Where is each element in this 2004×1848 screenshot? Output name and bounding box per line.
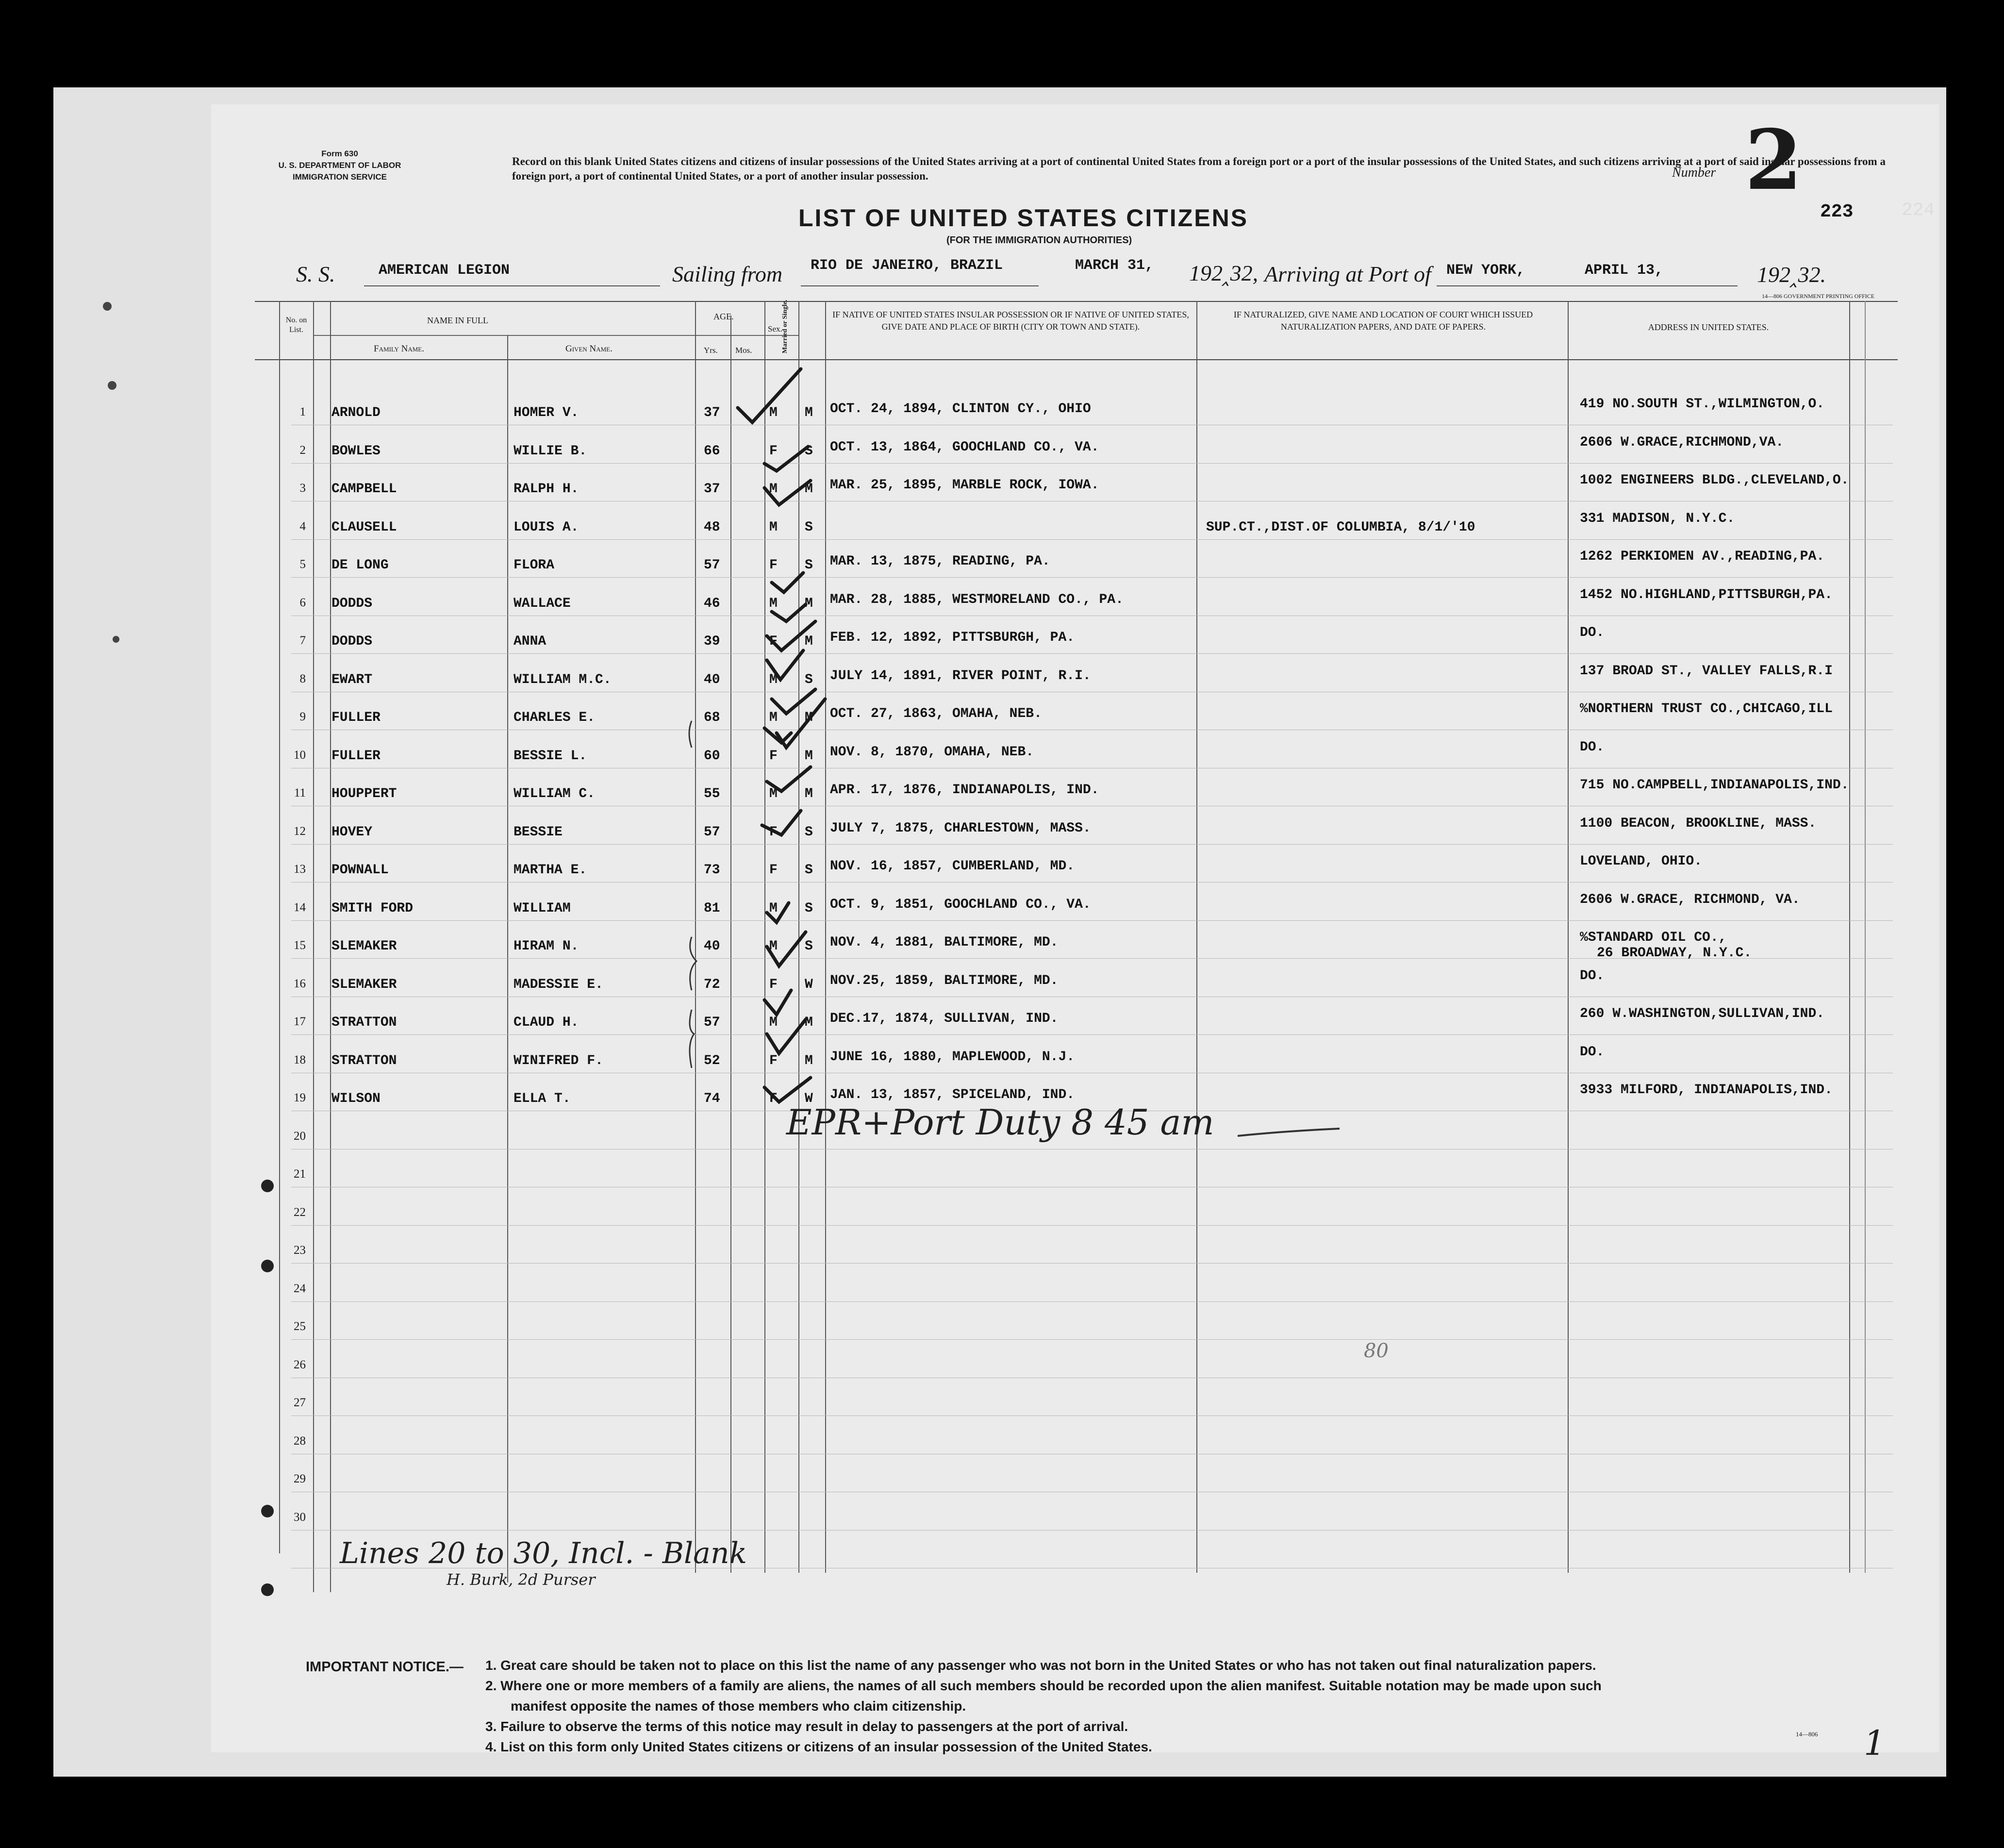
given-name: FLORA: [513, 558, 555, 573]
notice-item: 4. List on this form only United States citizens or citizens of an insular possession of the United States.: [485, 1739, 1152, 1754]
corner-mark: 1: [1864, 1723, 1886, 1763]
given-name: BESSIE: [513, 824, 563, 840]
family-name: HOVEY: [331, 824, 373, 840]
row-number: 29: [294, 1472, 306, 1485]
header-bottom-rule: [255, 359, 1898, 360]
family-name: SLEMAKER: [331, 977, 397, 992]
family-name: DODDS: [331, 634, 373, 649]
given-name: WILLIE B.: [513, 443, 587, 459]
birth-date-place: OCT. 9, 1851, GOOCHLAND CO., VA.: [830, 897, 1091, 912]
given-name: CLAUD H.: [513, 1015, 579, 1030]
birth-date-place: DEC.17, 1874, SULLIVAN, IND.: [830, 1011, 1059, 1026]
header-sex: Sex.: [768, 324, 782, 333]
birth-date-place: MAR. 25, 1895, MARBLE ROCK, IOWA.: [830, 478, 1099, 493]
row-number: 7: [299, 634, 306, 647]
age-years: 60: [704, 748, 720, 764]
given-name: ANNA: [513, 634, 547, 649]
given-name: CHARLES E.: [513, 710, 596, 725]
address-line-2: 26 BROADWAY, N.Y.C.: [1597, 946, 1752, 961]
row-ruling: [291, 844, 1893, 845]
family-name: EWART: [331, 672, 373, 687]
address: 1262 PERKIOMEN AV.,READING,PA.: [1580, 549, 1825, 564]
sex: M: [769, 519, 778, 535]
col-rule: [1568, 301, 1569, 1573]
time-note-underline: [1238, 1126, 1344, 1141]
notice-item: 2. Where one or more members of a family are aliens, the names of all such members should be recorded upon the alien manifest. Suitable notation may be made upon such: [485, 1678, 1602, 1693]
age-years: 74: [704, 1091, 720, 1106]
given-name: MARTHA E.: [513, 863, 587, 878]
sex: F: [769, 558, 778, 573]
sailing-label: Sailing from: [672, 262, 783, 286]
age-years: 52: [704, 1053, 720, 1068]
table-top-rule: [255, 301, 1898, 302]
address: 1452 NO.HIGHLAND,PITTSBURGH,PA.: [1580, 587, 1833, 602]
birth-date-place: JULY 7, 1875, CHARLESTOWN, MASS.: [830, 820, 1091, 836]
marital-status: S: [805, 519, 813, 535]
notice-title: IMPORTANT NOTICE.—: [306, 1659, 464, 1675]
address: LOVELAND, OHIO.: [1580, 854, 1703, 869]
family-name: DODDS: [331, 596, 373, 611]
arriving-date: APRIL 13,: [1585, 262, 1664, 279]
age-years: 66: [704, 443, 720, 459]
birth-date-place: FEB. 12, 1892, PITTSBURGH, PA.: [830, 630, 1075, 645]
row-number: 30: [294, 1510, 306, 1524]
family-name: WILSON: [331, 1091, 381, 1106]
row-ruling: [291, 1530, 1893, 1531]
marital-status: M: [805, 1053, 813, 1068]
row-ruling: [291, 577, 1893, 578]
sex: M: [769, 672, 778, 687]
printer-note: 14—806 GOVERNMENT PRINTING OFFICE: [1762, 293, 1875, 300]
row-number: 27: [294, 1396, 306, 1409]
col-rule: [1196, 301, 1197, 1573]
header-yrs: Yrs.: [704, 346, 718, 355]
row-number: 14: [294, 900, 306, 914]
family-name: CAMPBELL: [331, 482, 397, 497]
sex: M: [769, 710, 778, 725]
age-years: 40: [704, 672, 720, 687]
row-number: 9: [299, 710, 306, 723]
marital-status: M: [805, 482, 813, 497]
row-ruling: [291, 1225, 1893, 1226]
record-instructions: Record on this blank United States citizens and citizens of insular possessions of the United States arriving at a port of continental United States from a foreign port or a port of the insular possessions of the United States, and such citizens arriving at a port of said insular possessions from a foreign port, a port of continental United States, or a port of another insular possession.: [512, 155, 1886, 182]
age-years: 57: [704, 824, 720, 840]
handwritten-purser-signature: H. Burk, 2d Purser: [447, 1570, 596, 1589]
sheet-number: 2: [1745, 112, 1803, 209]
row-number: 20: [294, 1129, 306, 1143]
family-name: CLAUSELL: [331, 519, 397, 535]
header-no-on-list: No. on List.: [285, 316, 307, 334]
sex: M: [769, 900, 778, 916]
sex: F: [769, 748, 778, 764]
sex: F: [769, 443, 778, 459]
col-rule: [313, 301, 314, 1592]
row-ruling: [291, 463, 1893, 464]
address: DO.: [1580, 625, 1605, 640]
marital-status: M: [805, 748, 813, 764]
bottom-code: 14—806: [1796, 1731, 1818, 1738]
sex: M: [769, 939, 778, 954]
page-stamp-a: 223: [1820, 201, 1854, 222]
age-years: 48: [704, 519, 720, 535]
address: 2606 W.GRACE,RICHMOND,VA.: [1580, 434, 1784, 450]
given-name: WILLIAM: [513, 900, 571, 916]
punch-hole: [108, 381, 116, 390]
marital-status: M: [805, 1015, 813, 1030]
address: 419 NO.SOUTH ST.,WILMINGTON,O.: [1580, 397, 1825, 412]
birth-date-place: OCT. 27, 1863, OMAHA, NEB.: [830, 706, 1042, 721]
punch-hole: [261, 1180, 274, 1192]
address: DO.: [1580, 1044, 1605, 1060]
page-subtitle: (FOR THE IMMIGRATION AUTHORITIES): [946, 235, 1132, 246]
family-name: HOUPPERT: [331, 786, 397, 801]
age-years: 68: [704, 710, 720, 725]
address: %NORTHERN TRUST CO.,CHICAGO,ILL: [1580, 701, 1833, 716]
given-name: WALLACE: [513, 596, 571, 611]
address: 1100 BEACON, BROOKLINE, MASS.: [1580, 816, 1817, 831]
given-name: LOUIS A.: [513, 519, 579, 535]
punch-hole: [103, 302, 112, 311]
address: %STANDARD OIL CO.,: [1580, 930, 1727, 945]
birth-date-place: NOV. 8, 1870, OMAHA, NEB.: [830, 744, 1034, 760]
header-age: AGE.: [713, 312, 734, 321]
sex: F: [769, 1091, 778, 1106]
header-naturalized: IF NATURALIZED, GIVE NAME AND LOCATION OF COURT WHICH ISSUED NATURALIZATION PAPERS, AND DATE OF PAPERS.: [1233, 310, 1533, 332]
row-number: 22: [294, 1205, 306, 1219]
row-ruling: [291, 653, 1893, 654]
row-number: 3: [299, 482, 306, 495]
given-name: ELLA T.: [513, 1091, 571, 1106]
sex: M: [769, 405, 778, 420]
address: DO.: [1580, 739, 1605, 755]
row-ruling: [291, 1301, 1893, 1302]
sex: M: [769, 786, 778, 801]
ss-label: S. S.: [296, 262, 335, 286]
header-address: ADDRESS IN UNITED STATES.: [1648, 322, 1769, 332]
sex: F: [769, 977, 778, 992]
header-given-name: Given Name.: [565, 344, 613, 354]
age-years: 37: [704, 482, 720, 497]
marital-status: S: [805, 824, 813, 840]
family-name: POWNALL: [331, 863, 389, 878]
tally-checkmarks: [718, 359, 835, 1116]
row-ruling: [291, 1415, 1893, 1416]
row-ruling: [291, 1263, 1893, 1264]
col-rule: [330, 301, 331, 1592]
manifest-sheet: [211, 104, 1939, 1752]
birth-date-place: APR. 17, 1876, INDIANAPOLIS, IND.: [830, 782, 1099, 798]
birth-date-place: NOV.25, 1859, BALTIMORE, MD.: [830, 973, 1059, 988]
form-identifier: [274, 148, 405, 183]
marital-status: M: [805, 596, 813, 611]
marital-status: W: [805, 977, 813, 992]
sex: F: [769, 863, 778, 878]
row-number: 23: [294, 1244, 306, 1257]
handwritten-blank-note: Lines 20 to 30, Incl. - Blank: [340, 1536, 747, 1570]
address: DO.: [1580, 968, 1605, 983]
col-rule: [279, 301, 280, 1553]
row-number: 1: [299, 405, 306, 418]
birth-date-place: OCT. 13, 1864, GOOCHLAND CO., VA.: [830, 439, 1099, 455]
row-number: 24: [294, 1282, 306, 1295]
page-title: LIST OF UNITED STATES CITIZENS: [798, 204, 1249, 232]
number-label: Number: [1672, 165, 1716, 180]
row-number: 15: [294, 939, 306, 952]
age-years: 72: [704, 977, 720, 992]
row-number: 2: [299, 443, 306, 457]
given-name: MADESSIE E.: [513, 977, 603, 992]
age-years: 40: [704, 939, 720, 954]
punch-hole: [261, 1505, 274, 1517]
row-number: 10: [294, 748, 306, 762]
birth-date-place: JAN. 13, 1857, SPICELAND, IND.: [830, 1087, 1075, 1102]
marital-status: S: [805, 558, 813, 573]
given-name: WINIFRED F.: [513, 1053, 603, 1068]
birth-date-place: OCT. 24, 1894, CLINTON CY., OHIO: [830, 401, 1091, 416]
sailing-date: MARCH 31,: [1075, 257, 1154, 274]
notice-item: 1. Great care should be taken not to place on this list the name of any passenger who was not born in the United States or who has not taken out final naturalization papers.: [485, 1658, 1596, 1673]
birth-date-place: MAR. 13, 1875, READING, PA.: [830, 554, 1050, 569]
header-name-in-full: NAME IN FULL: [427, 316, 488, 325]
sex: M: [769, 482, 778, 497]
marital-status: W: [805, 1091, 813, 1106]
ship-underline: [364, 285, 660, 286]
family-name: FULLER: [331, 748, 381, 764]
punch-hole: [113, 636, 119, 643]
service-name: IMMIGRATION SERVICE: [293, 172, 387, 182]
marital-status: M: [805, 786, 813, 801]
row-number: 26: [294, 1358, 306, 1371]
row-number: 21: [294, 1167, 306, 1181]
col-rule: [1849, 301, 1850, 1573]
row-number: 18: [294, 1053, 306, 1066]
marital-status: M: [805, 710, 813, 725]
ship-name: AMERICAN LEGION: [379, 262, 510, 279]
arriving-year: 192‸32.: [1757, 262, 1826, 287]
address: 137 BROAD ST., VALLEY FALLS,R.I: [1580, 663, 1833, 679]
age-years: 39: [704, 634, 720, 649]
sailing-from: RIO DE JANEIRO, BRAZIL: [811, 257, 1003, 274]
row-number: 6: [299, 596, 306, 609]
department-name: U. S. DEPARTMENT OF LABOR: [278, 161, 401, 170]
row-number: 5: [299, 558, 306, 571]
age-years: 46: [704, 596, 720, 611]
row-number: 8: [299, 672, 306, 685]
sex: M: [769, 596, 778, 611]
address: 3933 MILFORD, INDIANAPOLIS,IND.: [1580, 1082, 1833, 1098]
sex: F: [769, 634, 778, 649]
address: 2606 W.GRACE, RICHMOND, VA.: [1580, 892, 1800, 907]
age-years: 81: [704, 900, 720, 916]
sex: F: [769, 1053, 778, 1068]
marital-status: S: [805, 939, 813, 954]
family-brackets: [682, 718, 701, 1068]
row-number: 12: [294, 824, 306, 838]
row-number: 17: [294, 1015, 306, 1028]
handwritten-time-note: EPR+Port Duty 8 45 am: [786, 1102, 1214, 1143]
col-rule: [507, 335, 508, 1582]
given-name: WILLIAM M.C.: [513, 672, 612, 687]
naturalization: SUP.CT.,DIST.OF COLUMBIA, 8/1/'10: [1206, 519, 1475, 535]
punch-hole: [261, 1260, 274, 1272]
marital-status: M: [805, 634, 813, 649]
age-years: 57: [704, 558, 720, 573]
birth-date-place: MAR. 28, 1885, WESTMORELAND CO., PA.: [830, 592, 1124, 607]
stray-mark: 80: [1364, 1340, 1389, 1362]
address: 331 MADISON, N.Y.C.: [1580, 511, 1735, 526]
sex: M: [769, 1015, 778, 1030]
age-years: 37: [704, 405, 720, 420]
header-married-single: Married or Single.: [781, 300, 789, 353]
col-rule: [1865, 301, 1866, 1573]
row-number: 19: [294, 1091, 306, 1104]
marital-status: S: [805, 672, 813, 687]
row-number: 16: [294, 977, 306, 990]
notice-item: manifest opposite the names of those members who claim citizenship.: [511, 1698, 966, 1714]
given-name: RALPH H.: [513, 482, 579, 497]
row-ruling: [291, 920, 1893, 921]
family-name: SLEMAKER: [331, 939, 397, 954]
given-name: WILLIAM C.: [513, 786, 596, 801]
row-number: 25: [294, 1320, 306, 1333]
form-number: Form 630: [321, 149, 358, 158]
age-years: 73: [704, 863, 720, 878]
birth-date-place: JUNE 16, 1880, MAPLEWOOD, N.J.: [830, 1049, 1075, 1065]
birth-date-place: JULY 14, 1891, RIVER POINT, R.I.: [830, 668, 1091, 683]
given-name: HIRAM N.: [513, 939, 579, 954]
address: 1002 ENGINEERS BLDG.,CLEVELAND,O.: [1580, 473, 1849, 488]
given-name: BESSIE L.: [513, 748, 587, 764]
family-name: BOWLES: [331, 443, 381, 459]
family-name: FULLER: [331, 710, 381, 725]
row-number: 4: [299, 519, 306, 533]
family-name: STRATTON: [331, 1015, 397, 1030]
arriving-port: NEW YORK,: [1446, 262, 1525, 279]
sailing-year: 192‸32,: [1189, 261, 1259, 285]
age-years: 55: [704, 786, 720, 801]
row-ruling: [291, 539, 1893, 540]
row-ruling: [291, 1034, 1893, 1035]
sex: F: [769, 824, 778, 840]
header-birth: IF NATIVE OF UNITED STATES INSULAR POSSESSION OR IF NATIVE OF UNITED STATES, GIVE DATE AND PLACE OF BIRTH (CITY OR TOWN AND STATE).: [832, 310, 1189, 332]
family-name: ARNOLD: [331, 405, 381, 420]
header-family-name: Family Name.: [374, 344, 424, 354]
family-name: SMITH FORD: [331, 900, 414, 916]
family-name: STRATTON: [331, 1053, 397, 1068]
address: 715 NO.CAMPBELL,INDIANAPOLIS,IND.: [1580, 778, 1849, 793]
notice-item: 3. Failure to observe the terms of this notice may result in delay to passengers at the port of arrival.: [485, 1719, 1128, 1734]
family-name: DE LONG: [331, 558, 389, 573]
marital-status: S: [805, 863, 813, 878]
row-number: 11: [294, 786, 306, 799]
arriving-label: Arriving at Port of: [1264, 262, 1431, 286]
header-mos: Mos.: [735, 346, 752, 355]
punch-hole: [261, 1583, 274, 1596]
row-number: 13: [294, 863, 306, 876]
birth-date-place: NOV. 16, 1857, CUMBERLAND, MD.: [830, 859, 1075, 874]
marital-status: S: [805, 900, 813, 916]
row-number: 28: [294, 1434, 306, 1448]
address: 260 W.WASHINGTON,SULLIVAN,IND.: [1580, 1006, 1825, 1021]
given-name: HOMER V.: [513, 405, 579, 420]
marital-status: M: [805, 405, 813, 420]
birth-date-place: NOV. 4, 1881, BALTIMORE, MD.: [830, 935, 1059, 950]
page-stamp-b: 224: [1902, 200, 1935, 221]
arriving-underline: [1437, 285, 1738, 286]
sailing-underline: [801, 285, 1039, 286]
header-divider: [313, 335, 798, 336]
marital-status: S: [805, 443, 813, 459]
row-ruling: [291, 1339, 1893, 1340]
age-years: 57: [704, 1015, 720, 1030]
